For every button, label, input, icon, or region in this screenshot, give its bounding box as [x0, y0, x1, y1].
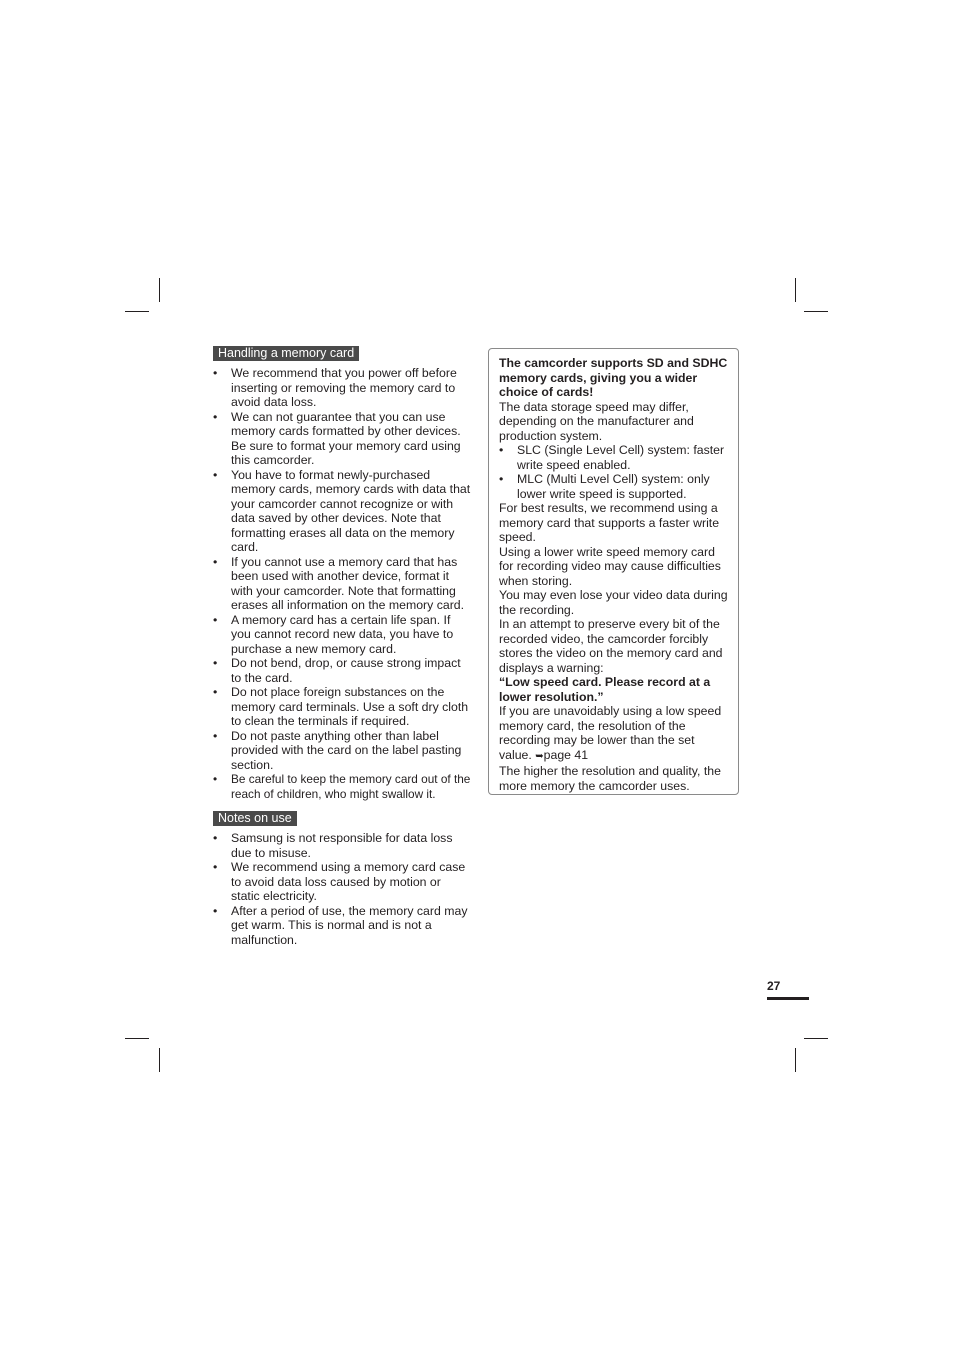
- list-item: • MLC (Multi Level Cell) system: only lower write speed is supported.: [499, 472, 728, 501]
- page-ref-arrow-icon: ➥: [535, 750, 544, 762]
- page-number: 27: [767, 979, 781, 993]
- list-item: • Samsung is not responsible for data loss due to misuse.: [213, 831, 471, 860]
- info-box-paragraph: [499, 704, 728, 764]
- list-item: • Do not place foreign substances on the memory card terminals. Use a soft dry cloth to clean the terminals if required.: [213, 685, 471, 729]
- list-item: • We recommend that you power off before inserting or removing the memory card to avoid data loss.: [213, 366, 471, 410]
- list-item: • Do not bend, drop, or cause strong impact to the card.: [213, 656, 471, 685]
- handling-list: [213, 366, 471, 801]
- list-item: • We recommend using a memory card case to avoid data loss caused by motion or static electricity.: [213, 860, 471, 904]
- section-heading-handling: Handling a memory card: [213, 346, 359, 361]
- crop-mark: [795, 1048, 796, 1072]
- list-item: • Do not paste anything other than label provided with the card on the label pasting section.: [213, 729, 471, 773]
- info-box-intro: The data storage speed may differ, depending on the manufacturer and production system.: [499, 399, 694, 443]
- info-box-list: [499, 443, 728, 501]
- page-reference: page 41: [543, 747, 589, 762]
- info-box-paragraph: You may even lose your video data during the recording.: [499, 588, 728, 617]
- list-item: • If you cannot use a memory card that has been used with another device, format it with your camcorder. Note that formatting erases all information on the memory card.: [213, 555, 471, 613]
- info-box-paragraph: In an attempt to preserve every bit of the recorded video, the camcorder forcibly stores the video on the memory card and displays a warning:: [499, 617, 723, 675]
- crop-mark: [159, 278, 160, 302]
- info-box-paragraph: Using a lower write speed memory card for recording video may cause difficulties when storing.: [499, 544, 721, 588]
- warning-message: “Low speed card. Please record at a lower resolution.”: [499, 675, 711, 704]
- notes-list: [213, 831, 471, 947]
- info-box-paragraph-text: If you are unavoidably using a low speed memory card, the resolution of the recording may be lower than the set value.: [499, 704, 722, 762]
- info-box-title: The camcorder supports SD and SDHC memory cards, giving you a wider choice of cards!: [499, 356, 728, 399]
- info-box-paragraph: The higher the resolution and quality, the more memory the camcorder uses.: [499, 764, 721, 793]
- crop-mark: [795, 278, 796, 302]
- crop-mark: [125, 1038, 149, 1039]
- list-item: • After a period of use, the memory card may get warm. This is normal and is not a malfunction.: [213, 904, 471, 948]
- crop-mark: [804, 311, 828, 312]
- crop-mark: [125, 311, 149, 312]
- crop-mark: [159, 1048, 160, 1072]
- page-number-rule: [767, 997, 809, 1000]
- info-box-paragraph: For best results, we recommend using a memory card that supports a faster write speed.: [499, 501, 720, 544]
- list-item: • Be careful to keep the memory card out of the reach of children, who might swallow it.: [213, 772, 471, 801]
- list-item: • We can not guarantee that you can use memory cards formatted by other devices. Be sure to format your memory card using this camcorder.: [213, 410, 471, 468]
- list-item: • SLC (Single Level Cell) system: faster write speed enabled.: [499, 443, 728, 472]
- list-item: • You have to format newly-purchased memory cards, memory cards with data that your camcorder cannot recognize or with data saved by other devices. Note that formatting erases all data on the memory card.: [213, 468, 471, 555]
- list-item: • A memory card has a certain life span. If you cannot record new data, you have to purchase a new memory card.: [213, 613, 471, 657]
- section-heading-notes: Notes on use: [213, 811, 297, 826]
- crop-mark: [804, 1038, 828, 1039]
- info-box: [488, 348, 739, 795]
